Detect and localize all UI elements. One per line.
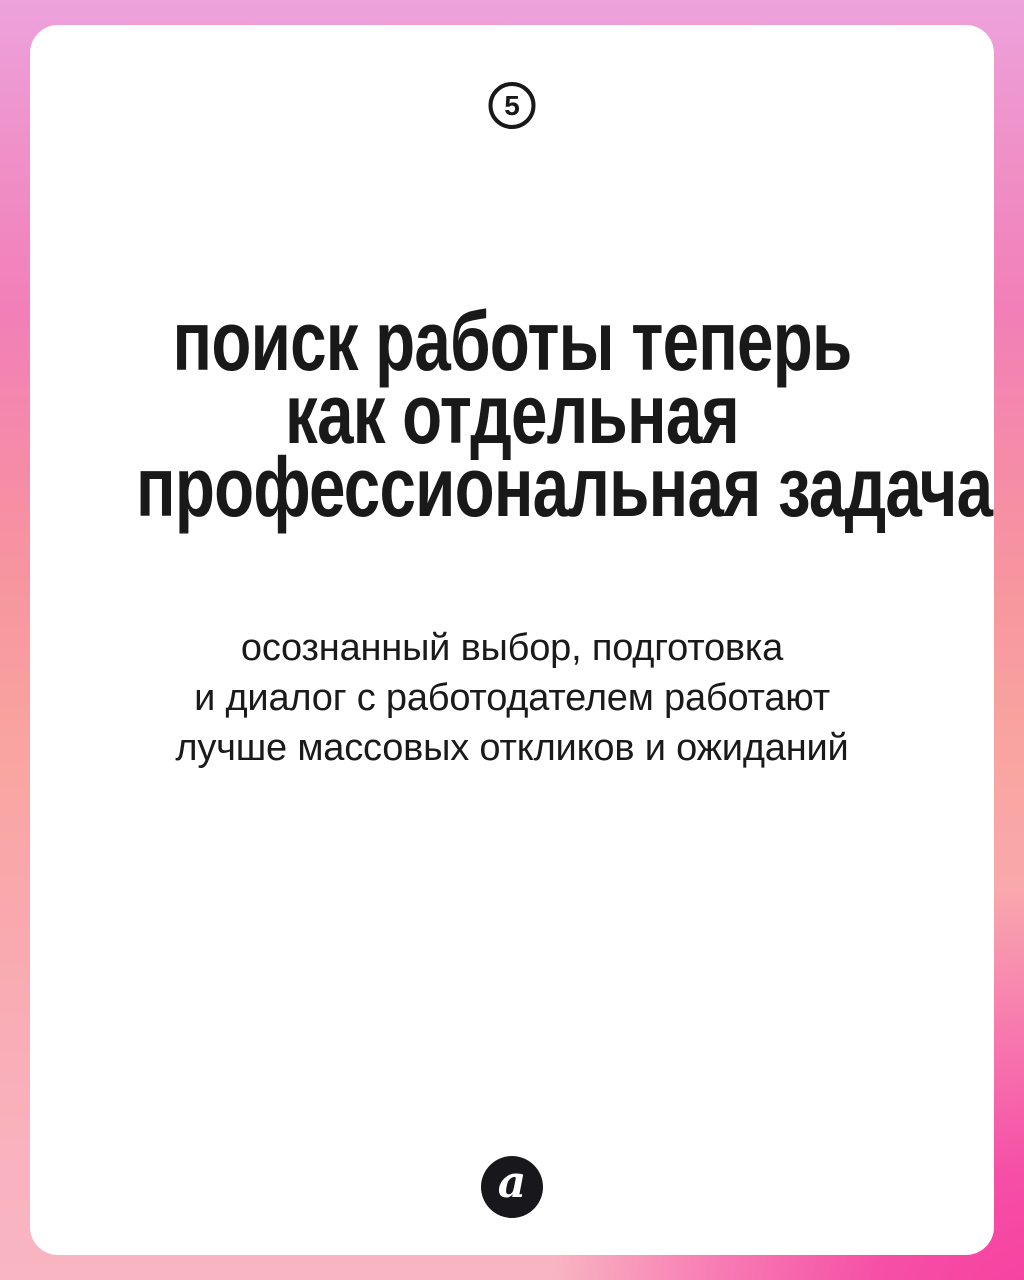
brand-logo-letter: a bbox=[497, 1157, 527, 1208]
slide-number-badge bbox=[489, 82, 536, 129]
brand-logo bbox=[481, 1156, 543, 1218]
slide-number: 5 bbox=[504, 89, 520, 121]
heading-line-3: профессиональная задача bbox=[136, 440, 993, 534]
slide-card bbox=[30, 25, 994, 1255]
subtitle-line-2: и диалог с работодателем работают bbox=[194, 677, 830, 719]
heading-line-1: поиск работы теперь bbox=[172, 294, 852, 388]
slide-heading bbox=[136, 294, 993, 534]
subtitle-line-3: лучше массовых откликов и ожиданий bbox=[175, 727, 849, 769]
slide-subtitle bbox=[30, 623, 994, 773]
heading-line-2: как отдельная bbox=[285, 367, 739, 461]
subtitle-line-1: осознанный выбор, подготовка bbox=[240, 627, 784, 669]
